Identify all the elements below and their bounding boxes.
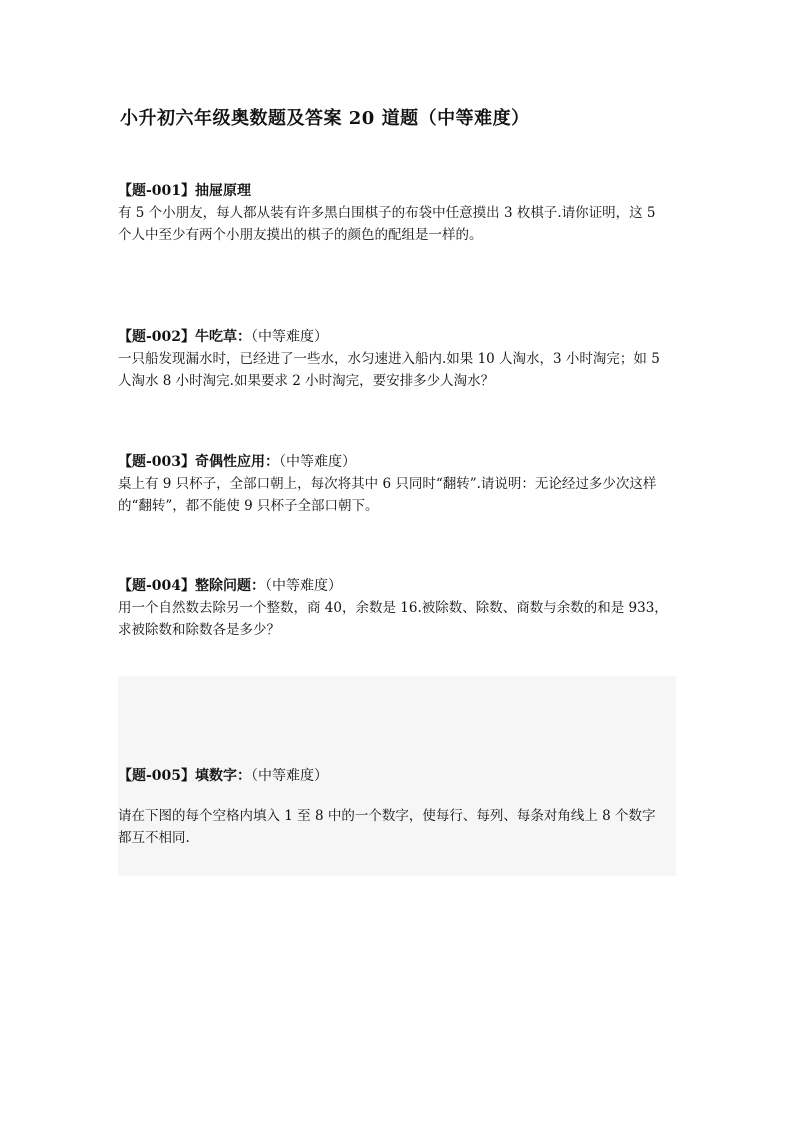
problem-number: 【题-001】: [118, 183, 196, 199]
problem-line: 桌上有 9 只杯子，全部口朝上，每次将其中 6 只同时“翻转”.请说明：无论经过多少次这样: [118, 476, 657, 492]
problem-difficulty: （中等难度）: [279, 454, 357, 470]
problem-topic: 抽屉原理: [195, 183, 252, 199]
problem-difficulty: （中等难度）: [251, 329, 329, 345]
problem-text: [118, 473, 674, 517]
problem-difficulty: （中等难度）: [251, 768, 329, 784]
problem-line: 用一个自然数去除另一个整数，商 40，余数是 16.被除数、除数、商数与余数的和是 933，: [118, 600, 668, 616]
problem-line: 求被除数和除数各是多少？: [118, 622, 280, 638]
problem-text: [118, 597, 674, 641]
problem-topic: 奇偶性应用：: [195, 454, 280, 470]
problem-topic: 整除问题：: [195, 578, 266, 594]
problem-line: 人淘水 8 小时淘完.如果要求 2 小时淘完，要安排多少人淘水？: [118, 373, 495, 389]
problem-topic: 牛吃草：: [195, 329, 252, 345]
problem-003: [118, 451, 674, 517]
problem-line: 一只船发现漏水时，已经进了一些水，水匀速进入船内.如果 10 人淘水，3 小时淘完；如 5: [118, 351, 660, 367]
problem-002: [118, 326, 674, 392]
problem-line: 都互不相同.: [118, 830, 190, 846]
problem-number: 【题-003】: [118, 454, 196, 470]
problem-line: 有 5 个小朋友，每人都从装有许多黑白围棋子的布袋中任意摸出 3 枚棋子.请你证明，这 5: [118, 205, 656, 221]
problem-number: 【题-002】: [118, 329, 196, 345]
problem-line: 的“翻转”，都不能使 9 只杯子全部口朝下。: [118, 498, 379, 514]
problem-text: [118, 805, 674, 849]
problem-heading: [118, 575, 674, 597]
problem-text: [118, 202, 674, 246]
problem-005: [118, 765, 674, 849]
problem-text: [118, 348, 674, 392]
problem-001: [118, 180, 674, 246]
problem-line: 请在下图的每个空格内填入 1 至 8 中的一个数字，使每行、每列、每条对角线上 8 个数字: [118, 808, 656, 824]
problem-heading: [118, 326, 674, 348]
problem-topic: 填数字：: [195, 768, 252, 784]
problem-heading: [118, 180, 674, 202]
problem-004: [118, 575, 674, 641]
problem-heading: [118, 451, 674, 473]
problem-difficulty: （中等难度）: [265, 578, 343, 594]
page-title: 小升初六年级奥数题及答案 20 道题（中等难度）: [120, 108, 530, 129]
problem-line: 个人中至少有两个小朋友摸出的棋子的颜色的配组是一样的。: [118, 227, 483, 243]
problem-number: 【题-004】: [118, 578, 196, 594]
problem-heading: [118, 765, 674, 787]
problem-number: 【题-005】: [118, 768, 196, 784]
